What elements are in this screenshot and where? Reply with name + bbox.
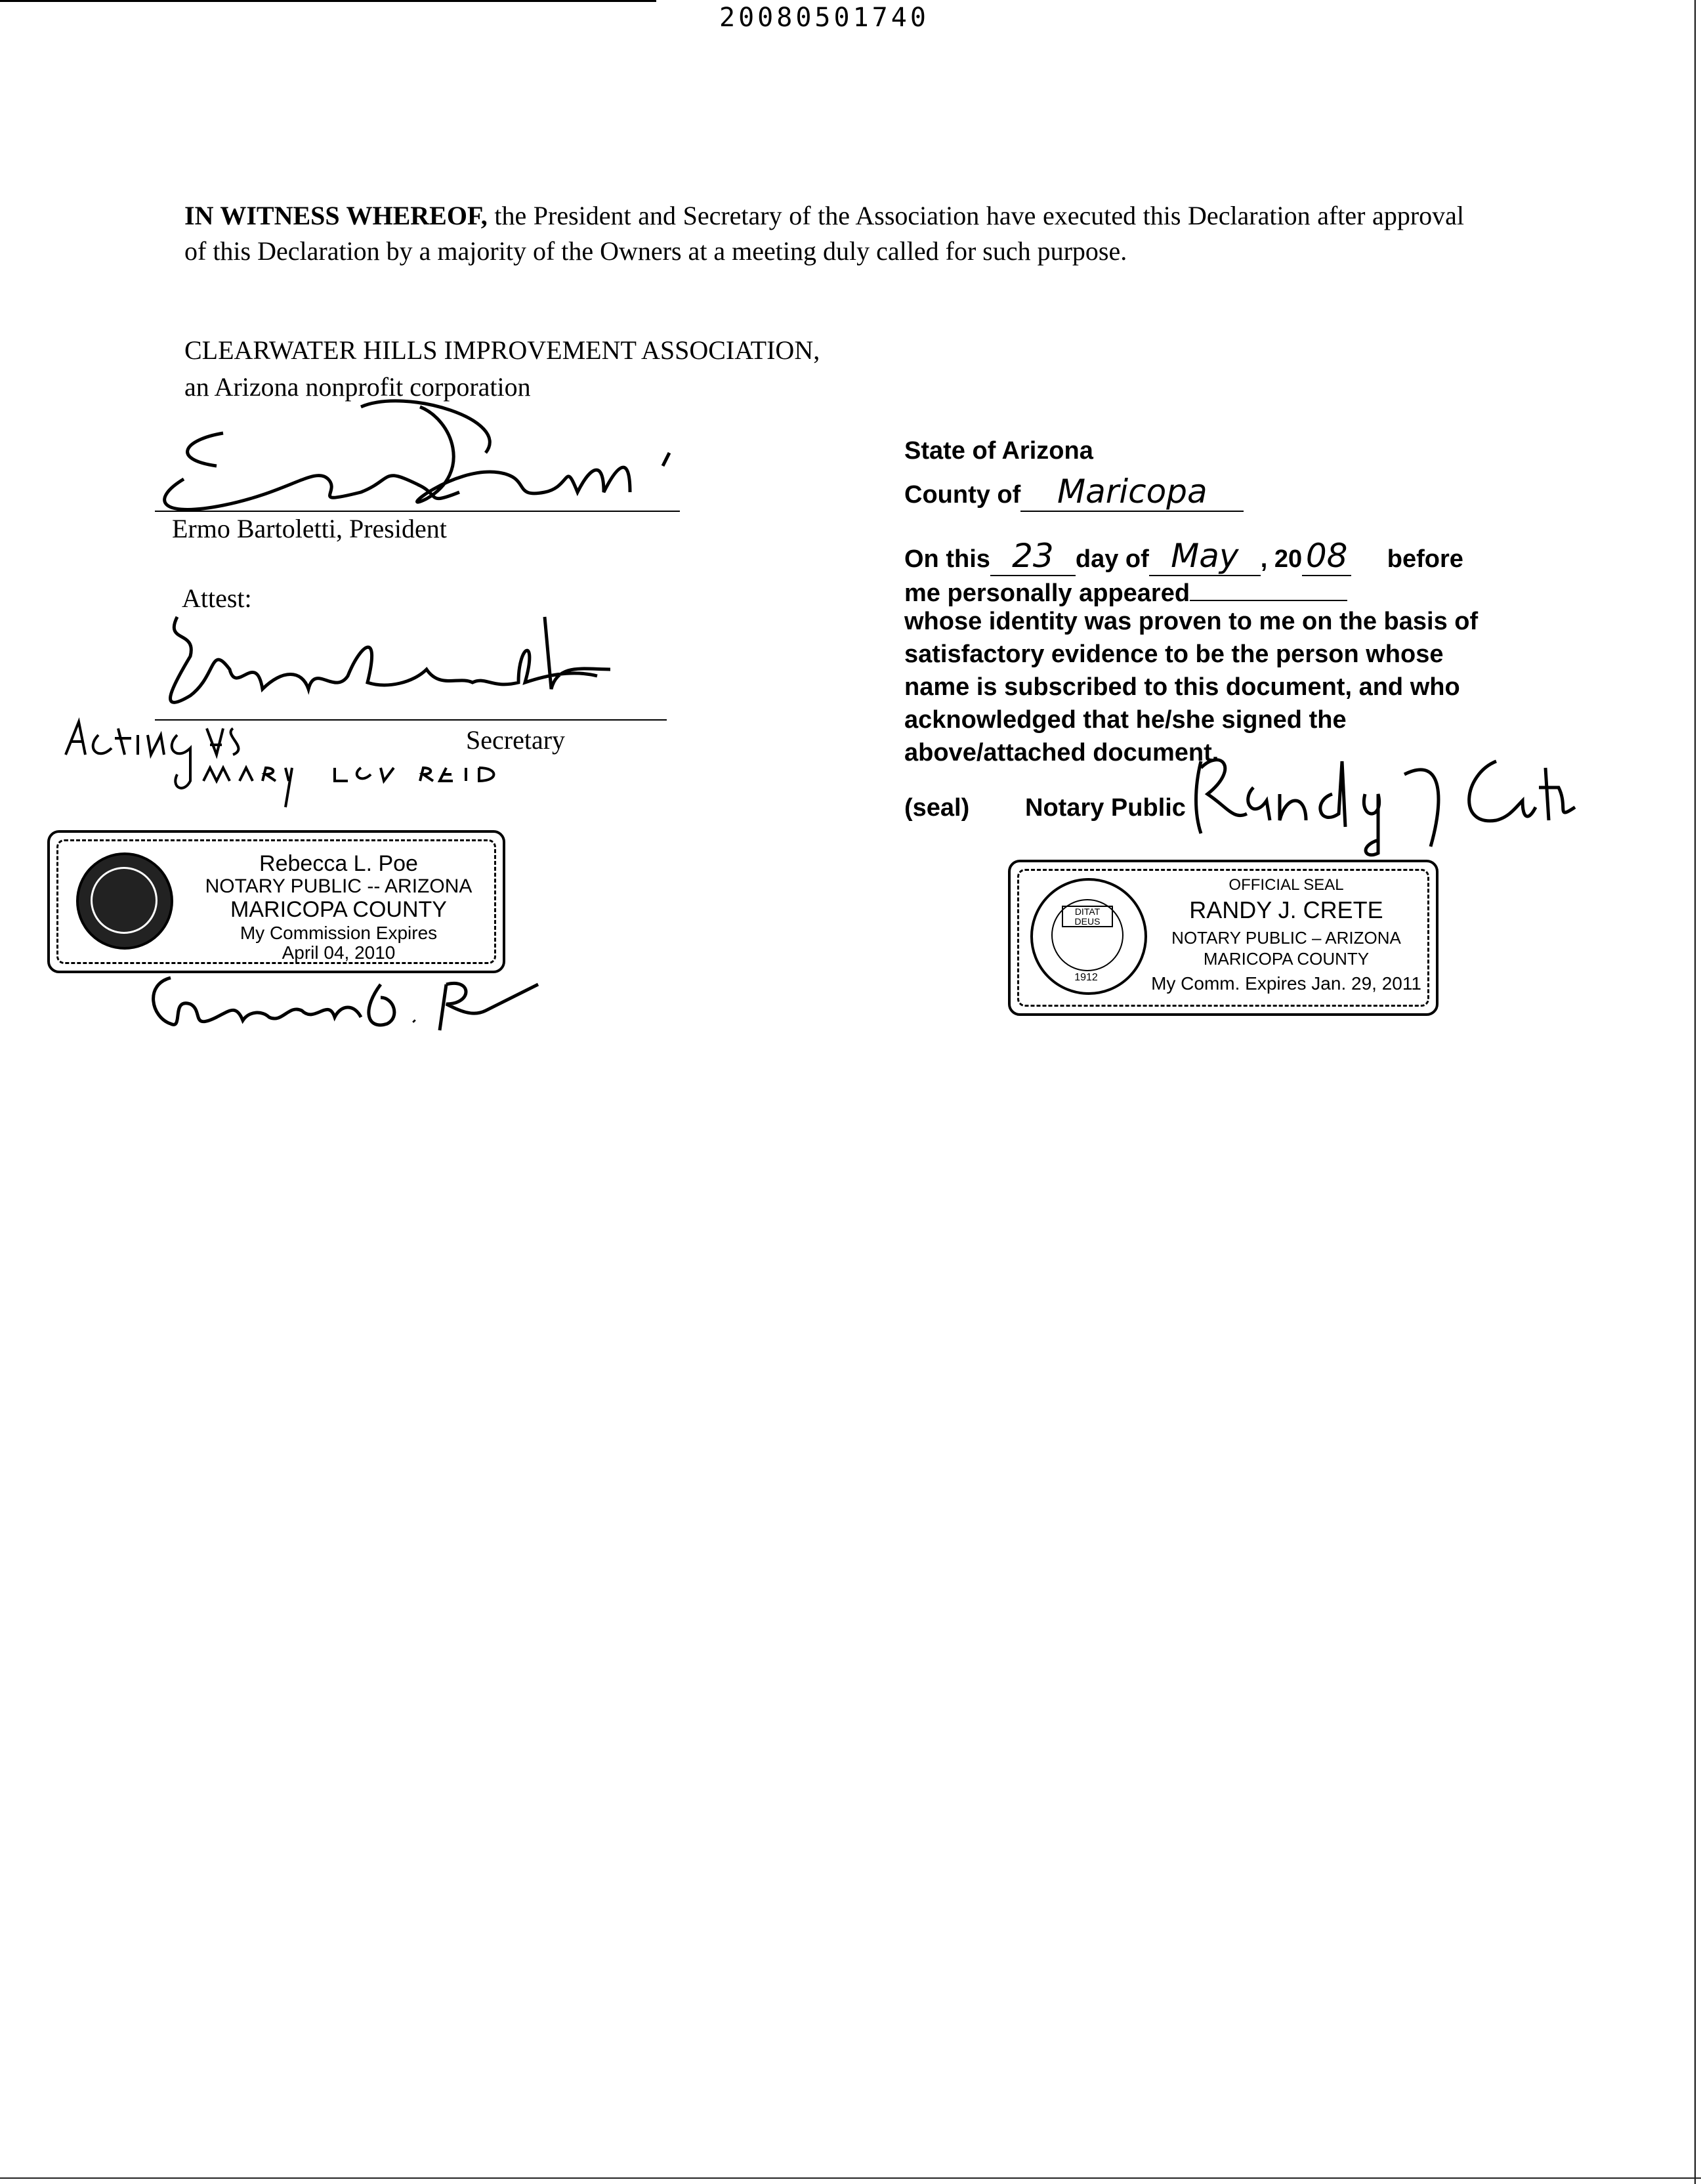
ack-month: May: [1149, 537, 1261, 576]
ack-on-this: On this: [904, 545, 990, 573]
stamp-header: OFFICIAL SEAL: [1228, 876, 1344, 894]
ack-personally: me personally appeared: [904, 579, 1190, 607]
stamp-notary-county: MARICOPA COUNTY: [230, 897, 447, 922]
ack-state: State of Arizona: [904, 437, 1093, 465]
ack-seal-label: (seal): [904, 794, 970, 822]
stamp-notary-title: NOTARY PUBLIC – ARIZONA: [1171, 928, 1401, 948]
association-name: CLEARWATER HILLS IMPROVEMENT ASSOCIATION,: [184, 335, 820, 365]
ack-line4: satisfactory evidence to be the person whose: [904, 640, 1444, 668]
ack-before: before: [1387, 545, 1463, 573]
ack-county-row: [904, 472, 1244, 512]
stamp-notary-title: NOTARY PUBLIC -- ARIZONA: [205, 875, 472, 897]
right-page-border: [1694, 0, 1696, 2184]
notary-randy-crete-signature: [1181, 735, 1588, 866]
stamp-expiry: April 04, 2010: [282, 942, 396, 963]
ack-line5: name is subscribed to this document, and who: [904, 673, 1460, 701]
attest-label: Attest:: [182, 583, 252, 613]
ack-year: 08: [1302, 537, 1351, 576]
secretary-title: Secretary: [466, 725, 566, 755]
handwritten-acting-note: [52, 709, 551, 814]
ack-day: 23: [990, 537, 1076, 576]
ack-line3: whose identity was proven to me on the basis of: [904, 608, 1479, 635]
top-edge-line: [0, 0, 656, 2]
ack-day-of: day of: [1075, 545, 1149, 573]
witness-paragraph: [184, 198, 1464, 269]
stamp-notary-name: Rebecca L. Poe: [259, 851, 418, 876]
stamp-expiry: My Comm. Expires Jan. 29, 2011: [1151, 973, 1421, 994]
ack-county-value: Maricopa: [1020, 472, 1244, 512]
seal-year: 1912: [1074, 972, 1098, 983]
ack-notary-label: Notary Public: [1025, 794, 1186, 822]
stamp-notary-name: RANDY J. CRETE: [1189, 896, 1383, 923]
arizona-seal-inner-ring: [91, 867, 158, 934]
witness-lead: IN WITNESS WHEREOF,: [184, 201, 488, 230]
notary-stamp-randy-crete: [1008, 860, 1438, 1016]
notary-rebecca-poe-signature: [131, 958, 551, 1043]
secretary-signature: [151, 604, 623, 722]
witness-text: the President and Secretary of the Association have executed this Declaration after approval of this Declaration by a majority of the Owners at a meeting duly called for such purpose.: [184, 201, 1464, 266]
association-type: an Arizona nonprofit corporation: [184, 372, 531, 402]
stamp-notary-county: MARICOPA COUNTY: [1203, 949, 1370, 969]
ack-name-blank: [1190, 575, 1347, 601]
ack-line7: above/attached document.: [904, 739, 1219, 766]
stamp-commission: My Commission Expires: [240, 923, 438, 943]
president-printed-name: Ermo Bartoletti, President: [172, 514, 447, 543]
ack-line2: [904, 575, 1347, 608]
ack-county-label: County of: [904, 481, 1021, 509]
ack-year-prefix: , 20: [1260, 545, 1303, 573]
ack-date-row: [904, 537, 1463, 576]
president-signature-line: [155, 511, 680, 512]
bottom-page-border: [0, 2177, 1701, 2179]
seal-motto: DITAT DEUS: [1062, 906, 1113, 927]
ack-line6: acknowledged that he/she signed the: [904, 706, 1347, 734]
notary-stamp-rebecca-poe: [47, 830, 505, 973]
document-number: 20080501740: [719, 3, 929, 33]
